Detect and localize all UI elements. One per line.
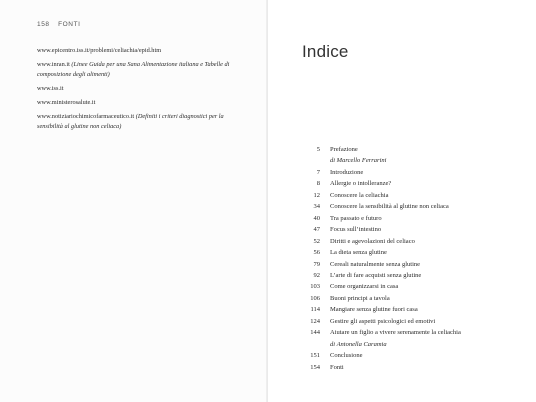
toc-title: Aiutare un figlio a vivere serenamente la celiachia: [330, 329, 461, 337]
toc-title: Diritti e agevolazioni del celiaco: [330, 237, 415, 245]
toc-title: Mangiare senza glutine fuori casa: [330, 306, 418, 314]
toc-page-number: 7: [316, 168, 320, 176]
toc-page-number: 47: [313, 226, 320, 234]
source-item: [37, 112, 242, 131]
toc-entry: [298, 247, 518, 258]
running-head-title: FONTI: [58, 21, 81, 28]
source-url: www.ministerosalute.it: [37, 98, 96, 106]
toc-author: di Marcello Ferrarini: [330, 157, 387, 165]
toc-title: Cereali naturalmente senza glutine: [330, 260, 421, 268]
toc-page-number: 12: [313, 191, 320, 199]
toc-entry: [298, 350, 518, 361]
toc-title: L’arte di fare acquisti senza glutine: [330, 271, 422, 279]
toc-title: Tra passato e futuro: [330, 214, 382, 222]
source-url: www.iss.it: [37, 84, 64, 92]
toc-page-number: 34: [313, 203, 320, 211]
toc-page-number: 40: [313, 214, 320, 222]
toc-title: Gestire gli aspetti psicologici ed emotivi: [330, 317, 436, 325]
toc-page-number: 154: [310, 363, 320, 371]
toc-title: Introduzione: [330, 168, 364, 176]
running-head: [37, 21, 81, 28]
toc-entry: [298, 224, 518, 235]
toc-title: Focus sull’intestino: [330, 226, 382, 234]
toc-page-number: 103: [310, 283, 320, 291]
toc-entry: [298, 259, 518, 270]
toc-entry: [298, 201, 518, 212]
toc-title: Conclusione: [330, 352, 363, 360]
toc-entry: [298, 270, 518, 281]
toc-page-number: 5: [316, 146, 320, 153]
toc-page-number: 56: [313, 249, 320, 257]
toc-page-number: 106: [310, 294, 320, 302]
sources-list: [37, 46, 242, 136]
toc-page-number: 114: [310, 306, 320, 314]
toc-entry: [298, 316, 518, 327]
toc-entry: [298, 167, 518, 178]
toc-page-number: 124: [310, 317, 320, 325]
toc-author: di Antonella Caramia: [330, 340, 387, 348]
source-note: (Definiti i criteri diagnostici per la sensibilità al glutine non celiaca): [37, 112, 224, 130]
toc-title: Fonti: [330, 363, 344, 371]
toc-page-number: 151: [310, 352, 320, 360]
source-url: www.inran.it: [37, 61, 70, 69]
toc-title: Come organizzarsi in casa: [330, 283, 399, 291]
toc-title: Prefazione: [330, 146, 358, 153]
toc-entry: [298, 213, 518, 224]
page-number: 158: [37, 21, 50, 28]
source-item: [37, 46, 242, 56]
source-item: [37, 98, 242, 108]
toc-page-number: 79: [313, 260, 320, 268]
toc-title: Buoni principi a tavola: [330, 294, 390, 302]
table-of-contents: [298, 144, 518, 373]
toc-title: Conoscere la sensibilità al glutine non celiaca: [330, 203, 449, 211]
source-item: [37, 60, 242, 79]
toc-page-number: 92: [313, 271, 320, 279]
toc-title: La dieta senza glutine: [330, 249, 387, 257]
toc-entry: [298, 362, 518, 373]
toc-title: Conoscere la celiachia: [330, 191, 389, 199]
source-url: www.epicentro.iss.it/problemi/celiachia/epid.htm: [37, 47, 162, 54]
toc-page-number: 8: [316, 180, 320, 188]
toc-entry: [298, 293, 518, 304]
toc-title: Allergie o intolleranze?: [330, 180, 392, 188]
toc-entry: [298, 144, 518, 155]
source-note: (Linee Guida per una Sana Alimentazione italiana e Tabelle di composizione degli alimenti): [37, 61, 230, 78]
page-title: Indice: [302, 42, 349, 61]
toc-entry: [298, 281, 518, 292]
toc-page-number: 144: [310, 329, 320, 337]
toc-page-number: 52: [313, 237, 320, 245]
toc-entry: [298, 178, 518, 189]
source-url: www.notiziariochimicofarmaceutico.it: [37, 112, 135, 120]
toc-entry: [298, 190, 518, 201]
source-item: [37, 84, 242, 94]
toc-entry: [298, 236, 518, 247]
toc-entry: [298, 327, 518, 338]
toc-entry: [298, 304, 518, 315]
